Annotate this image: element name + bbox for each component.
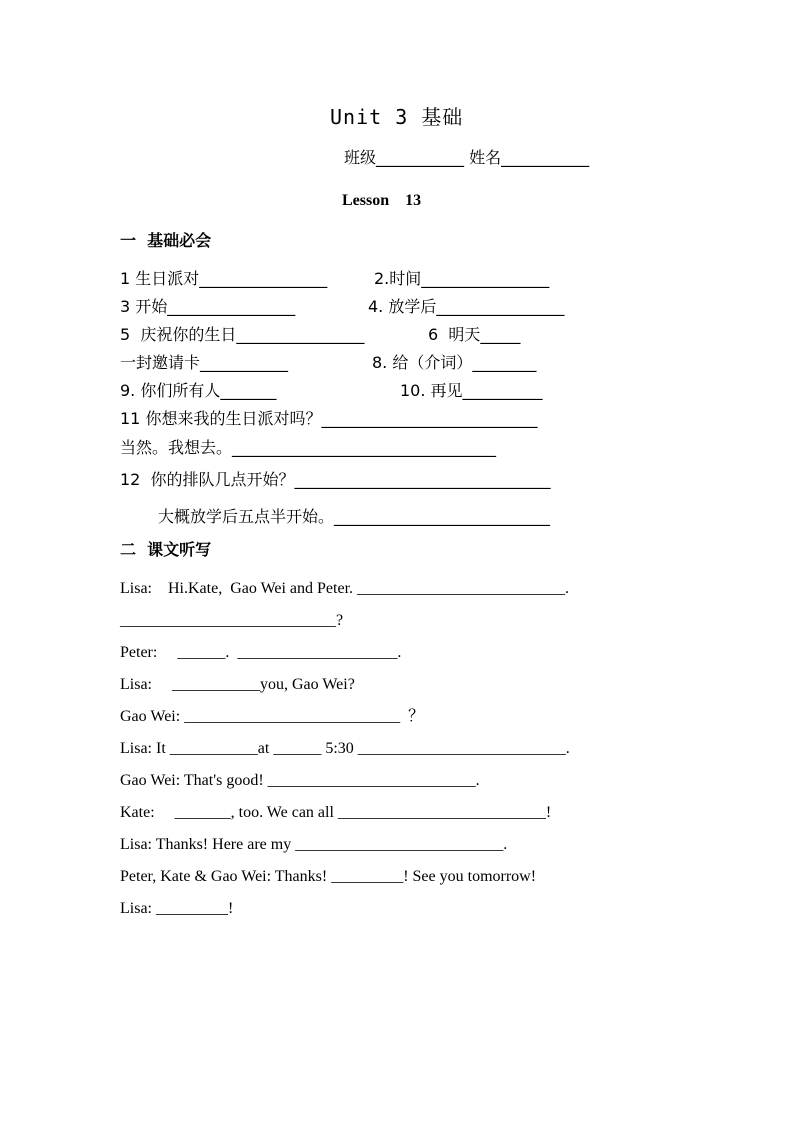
dialogue-line-3: Peter: ______. ____________________. [120,644,402,661]
vocab-item-7: 一封邀请卡___________ [120,353,289,372]
dialogue-line-11: Lisa: _________! [120,900,234,917]
vocab-item-8: 8. 给（介词）________ [372,353,537,372]
lesson-label: Lesson 13 [342,192,422,209]
dialogue-line-7: Gao Wei: That's good! __________________________. [120,772,480,789]
sentence-item-12: 12 你的排队几点开始？________________________________ [120,470,551,489]
section-heading-basics: 一 基础必会 [120,231,212,250]
sentence-item-11: 11 你想来我的生日派对吗？___________________________ [120,409,538,428]
dialogue-line-8: Kate: _______, too. We can all __________________________! [120,804,552,821]
vocab-item-2: 2.时间________________ [374,269,550,288]
dialogue-line-5: Gao Wei: ___________________________ ？ [120,708,425,725]
vocab-item-10: 10. 再见__________ [400,381,543,400]
vocab-item-3: 3 开始________________ [120,297,296,316]
class-name-line: 班级___________ 姓名___________ [344,148,590,167]
vocab-item-4: 4. 放学后________________ [368,297,565,316]
dialogue-line-9: Lisa: Thanks! Here are my __________________________. [120,836,508,853]
dialogue-line-10: Peter, Kate & Gao Wei: Thanks! _________! See you tomorrow! [120,868,537,885]
vocab-item-5: 5 庆祝你的生日________________ [120,325,365,344]
page-title: Unit 3 基础 [330,105,464,129]
sentence-item-12-answer: 大概放学后五点半开始。___________________________ [158,507,551,526]
vocab-item-6: 6 明天_____ [428,325,521,344]
sentence-item-11-answer: 当然。我想去。_________________________________ [120,438,497,457]
dialogue-line-6: Lisa: It ___________at ______ 5:30 __________________________. [120,740,570,757]
section-heading-dictation: 二 课文听写 [120,540,212,559]
dialogue-line-4: Lisa: ___________you, Gao Wei? [120,676,355,693]
dialogue-line-2: ___________________________? [120,612,344,629]
dialogue-line-1: Lisa: Hi.Kate, Gao Wei and Peter. __________________________. [120,580,570,597]
vocab-item-1: 1 生日派对________________ [120,269,328,288]
vocab-item-9: 9. 你们所有人_______ [120,381,277,400]
